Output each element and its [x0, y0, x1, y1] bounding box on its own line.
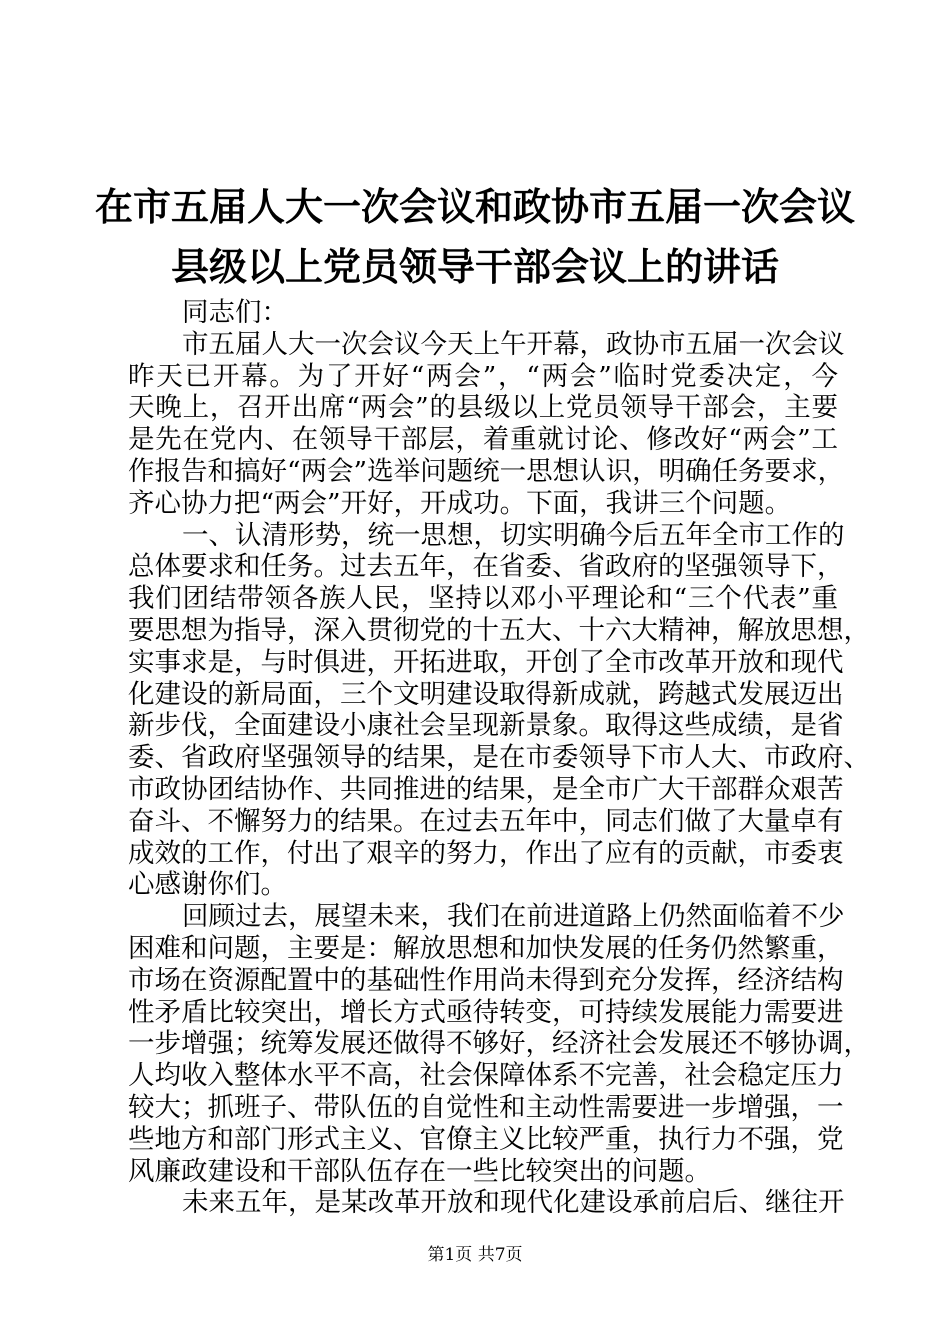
document-title-line-2: 县级以上党员领导干部会议上的讲话 [170, 244, 779, 289]
body-line: 要思想为指导，深入贯彻党的十五大、十六大精神，解放思想， [128, 614, 870, 646]
document-title-line-1: 在市五届人大一次会议和政协市五届一次会议 [94, 184, 855, 229]
body-line: 一、认清形势，统一思想，切实明确今后五年全市工作的 [182, 519, 845, 551]
body-line: 成效的工作，付出了艰辛的努力，作出了应有的贡献，市委衷 [128, 837, 844, 869]
body-line: 回顾过去，展望未来，我们在前进道路上仍然面临着不少 [182, 901, 845, 933]
body-line: 总体要求和任务。过去五年，在省委、省政府的坚强领导下， [128, 551, 844, 583]
body-line: 心感谢你们。 [128, 869, 287, 901]
body-line: 作报告和搞好“两会”选举问题统一思想认识，明确任务要求， [128, 455, 845, 487]
body-line: 齐心协力把“两会”开好，开成功。下面，我讲三个问题。 [128, 487, 792, 519]
body-line: 较大；抓班子、带队伍的自觉性和主动性需要进一步增强，一 [128, 1091, 844, 1123]
body-line: 昨天已开幕。为了开好“两会”，“两会”临时党委决定，今 [128, 360, 838, 392]
body-line: 天晚上，召开出席“两会”的县级以上党员领导干部会，主要 [128, 392, 838, 424]
body-line: 委、省政府坚强领导的结果，是在市委领导下市人大、市政府、 [128, 742, 870, 774]
body-line: 性矛盾比较突出，增长方式亟待转变，可持续发展能力需要进 [128, 996, 844, 1028]
document-body [128, 297, 870, 1219]
body-line: 实事求是，与时俱进，开拓进取，开创了全市改革开放和现代 [128, 646, 844, 678]
body-line: 一步增强；统筹发展还做得不够好，经济社会发展还不够协调， [128, 1028, 870, 1060]
body-line: 奋斗、不懈努力的结果。在过去五年中，同志们做了大量卓有 [128, 805, 844, 837]
body-line: 困难和问题，主要是：解放思想和加快发展的任务仍然繁重， [128, 932, 844, 964]
body-line: 人均收入整体水平不高，社会保障体系不完善，社会稳定压力 [128, 1060, 844, 1092]
body-line: 市五届人大一次会议今天上午开幕，政协市五届一次会议 [182, 328, 845, 360]
body-line: 是先在党内、在领导干部层，着重就讨论、修改好“两会”工 [128, 424, 838, 456]
page-number-footer: 第1页 共7页 [427, 1245, 523, 1265]
body-line: 新步伐，全面建设小康社会呈现新景象。取得这些成绩，是省 [128, 710, 844, 742]
body-line: 市政协团结协作、共同推进的结果，是全市广大干部群众艰苦 [128, 773, 844, 805]
salutation: 同志们： [182, 297, 288, 328]
body-line: 我们团结带领各族人民，坚持以邓小平理论和“三个代表”重 [128, 583, 838, 615]
body-line: 些地方和部门形式主义、官僚主义比较严重，执行力不强，党 [128, 1123, 844, 1155]
body-line: 风廉政建设和干部队伍存在一些比较突出的问题。 [128, 1155, 711, 1187]
body-line: 市场在资源配置中的基础性作用尚未得到充分发挥，经济结构 [128, 964, 844, 996]
body-line: 化建设的新局面，三个文明建设取得新成就，跨越式发展迈出 [128, 678, 844, 710]
body-line: 未来五年，是某改革开放和现代化建设承前启后、继往开 [182, 1187, 845, 1219]
